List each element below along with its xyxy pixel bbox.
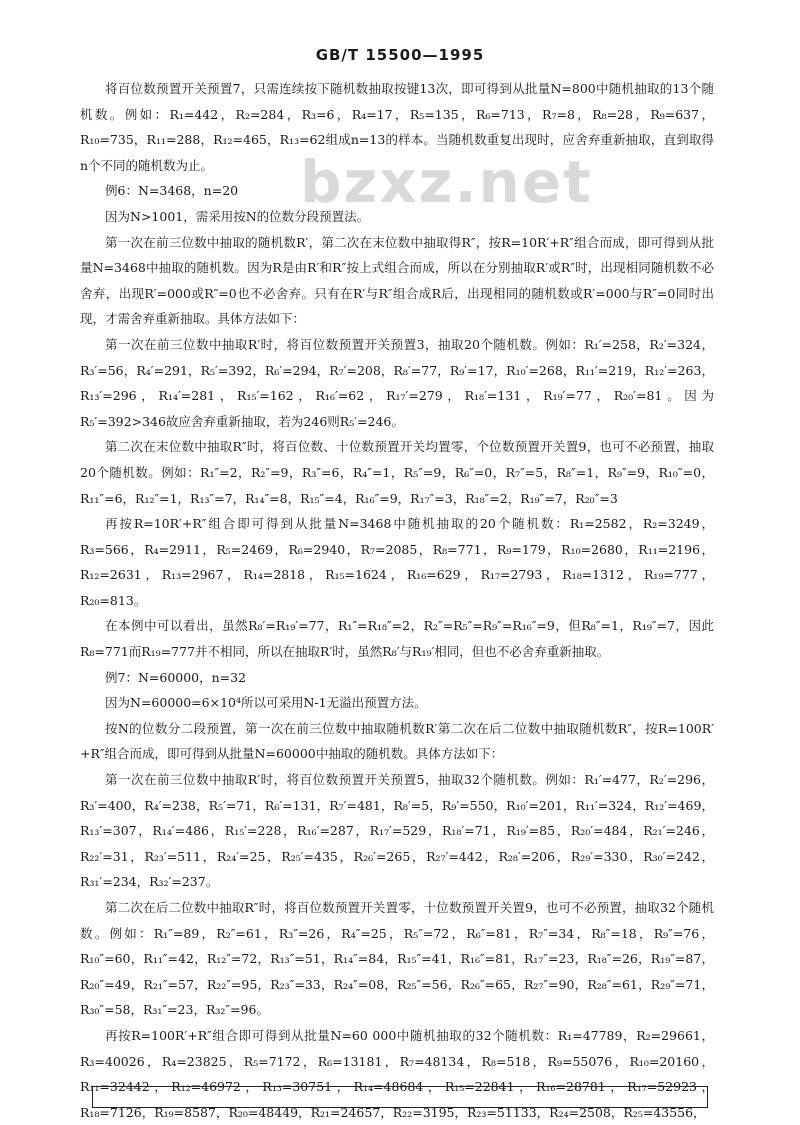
paragraph-two-stage: 按N的位数分二段预置，第一次在前三位数中抽取随机数R′第二次在后二位数中抽取随机数R″，按R=100R′+R″组合而成，即可得到从批量N=60000中抽取的随机数。具体方法如下： [80,720,714,762]
example-6-title: 例6：N=3468，n=20 [105,183,239,199]
standard-header: GB/T 15500—1995 [315,46,485,64]
paragraph-second-draw: 第二次在末位数中抽取R″时，将百位数、十位数预置开关均置零，个位数预置开关置9，也可不必预置，抽取20个随机数。例如：R₁″=2，R₂″=9，R₃″=6，R₄″=1，R₅″=9，R₆″=0，R₇″=5，R₈″=1，R₉″=9，R₁₀″=0，R₁₁″=6，R₁₂″=1，R₁₃″=7，R₁₄″=8，R₁₅″=4，R₁₆″=9，R₁₇″=3，R₁₈″=2，R₁₉″=7，R₂₀″=3 [80,439,714,506]
paragraph-second-draw-7: 第二次在后二位数中抽取R″时，将百位数预置开关置零，十位数预置开关置9，也可不必预置，抽取32个随机数。例如：R₁″=89，R₂″=61，R₃″=26，R₄″=25，R₅″=72，R₆″=81，R₇″=34，R₈″=18，R₉″=76，R₁₀″=60，R₁₁″=42，R₁₂″=72，R₁₃″=51，R₁₄″=84，R₁₅″=41，R₁₆″=81，R₁₇″=23，R₁₈″=26，R₁₉″=87，R₂₀″=49，R₂₁″=57，R₂₂″=95，R₂₃″=33，R₂₄″=08，R₂₅″=56，R₂₆″=65，R₂₇″=90，R₂₈″=61，R₂₉″=71，R₃₀″=58，R₃₁″=23，R₃₂″=96。 [80,900,714,1018]
footer-frame [92,1086,708,1108]
watermark-text: bzxz.net [300,148,593,216]
paragraph-first-draw: 第一次在前三位数中抽取R′时，将百位数预置开关预置3，抽取20个随机数。例如：R₁′=258，R₂′=324，R₃′=56，R₄′=291，R₅′=392，R₆′=294，R₇′=208，R₈′=77，R₉′=17，R₁₀′=268，R₁₁′=219，R₁₂′=263，R₁₃′=296，R₁₄′=281，R₁₅′=162，R₁₆′=62，R₁₇′=279，R₁₈′=131，R₁₉′=77，R₂₀′=81。因为R₅′=392>346故应舍弃重新抽取，若为246则R₅′=246。 [80,336,714,429]
document-body [80,76,714,1125]
paragraph-first-draw-7: 第一次在前三位数中抽取R′时，将百位数预置开关预置5，抽取32个随机数。例如：R₁′=477，R₂′=296，R₃′=400，R₄′=238，R₅′=71，R₆′=131，R₇′=481，R₈′=5，R₉′=550，R₁₀′=201，R₁₁′=324，R₁₂′=469，R₁₃′=307，R₁₄′=486，R₁₅′=228，R₁₆′=287，R₁₇′=529，R₁₈′=71，R₁₉′=85，R₂₀′=484，R₂₁′=246，R₂₂′=31，R₂₃′=511，R₂₄′=25，R₂₅′=435，R₂₆′=265，R₂₇′=442，R₂₈′=206，R₂₉′=330，R₃₀′=242，R₃₁′=234，R₃₂′=237。 [80,772,714,890]
paragraph-result-7: 再按R=100R′+R″组合即可得到从批量N=60 000中随机抽取的32个随机数：R₁=47789，R₂=29661，R₃=40026，R₄=23825，R₅=7172，R₆=13181，R₇=48134，R₈=518，R₉=55076，R₁₀=20160，R₁₁=32442，R₁₂=46972，R₁₃=30751，R₁₄=48684，R₁₅=22841，R₁₆=28781，R₁₇=52923，R₁₈=7126，R₁₉=8587，R₂₀=48449，R₂₁=24657，R₂₂=3195，R₂₃=51133，R₂₄=2508，R₂₅=43556， [80,1027,714,1120]
paragraph-method: 因为N>1001，需采用按N的位数分段预置法。 [105,208,370,224]
example-7-title: 例7：N=60000，n=32 [105,669,247,685]
paragraph-note: 在本例中可以看出，虽然R₈′=R₁₉′=77，R₁″=R₁₈″=2，R₂″=R₅″=R₉″=R₁₆″=9，但R₈″=1，R₁₉″=7，因此R₈=771而R₁₉=777并不相同，所以在抽取R′时，虽然R₈′与R₁₉′相同，但也不必舍弃重新抽取。 [80,618,714,660]
paragraph-result: 再按R=10R′+R″组合即可得到从批量N=3468中随机抽取的20个随机数：R₁=2582，R₂=3249，R₃=566，R₄=2911，R₅=2469，R₆=2940，R₇=2085，R₈=771，R₉=179，R₁₀=2680，R₁₁=2196，R₁₂=2631，R₁₃=2967，R₁₄=2818，R₁₅=1624，R₁₆=629，R₁₇=2793，R₁₈=1312，R₁₉=777，R₂₀=813。 [80,516,714,608]
paragraph-overflow: 因为N=60000=6×10⁴所以可采用N-1无溢出预置方法。 [105,695,427,711]
paragraph-combination: 第一次在前三位数中抽取的随机数R′，第二次在末位数中抽取得R″，按R=10R′+R″组合而成，即可得到从批量N=3468中抽取的随机数。因为R是由R′和R″按上式组合而成，所以在分别抽取R′或R″时，出现相同随机数不必舍弃，出现R′=000或R″=0也不必舍弃。只有在R′与R″组合成R后，出现相同的随机数或R′=000与R″=0同时出现，才需舍弃重新抽取。具体方法如下： [80,234,714,327]
paragraph-intro: 将百位数预置开关预置7，只需连续按下随机数抽取按键13次，即可得到从批量N=800中随机抽取的13个随机数。例如：R₁=442，R₂=284，R₃=6，R₄=17，R₅=135，R₆=713，R₇=8，R₈=28，R₉=637，R₁₀=735，R₁₁=288，R₁₂=465，R₁₃=62组成n=13的样本。当随机数重复出现时，应舍弃重新抽取，直到取得n个不同的随机数为止。 [80,81,714,173]
